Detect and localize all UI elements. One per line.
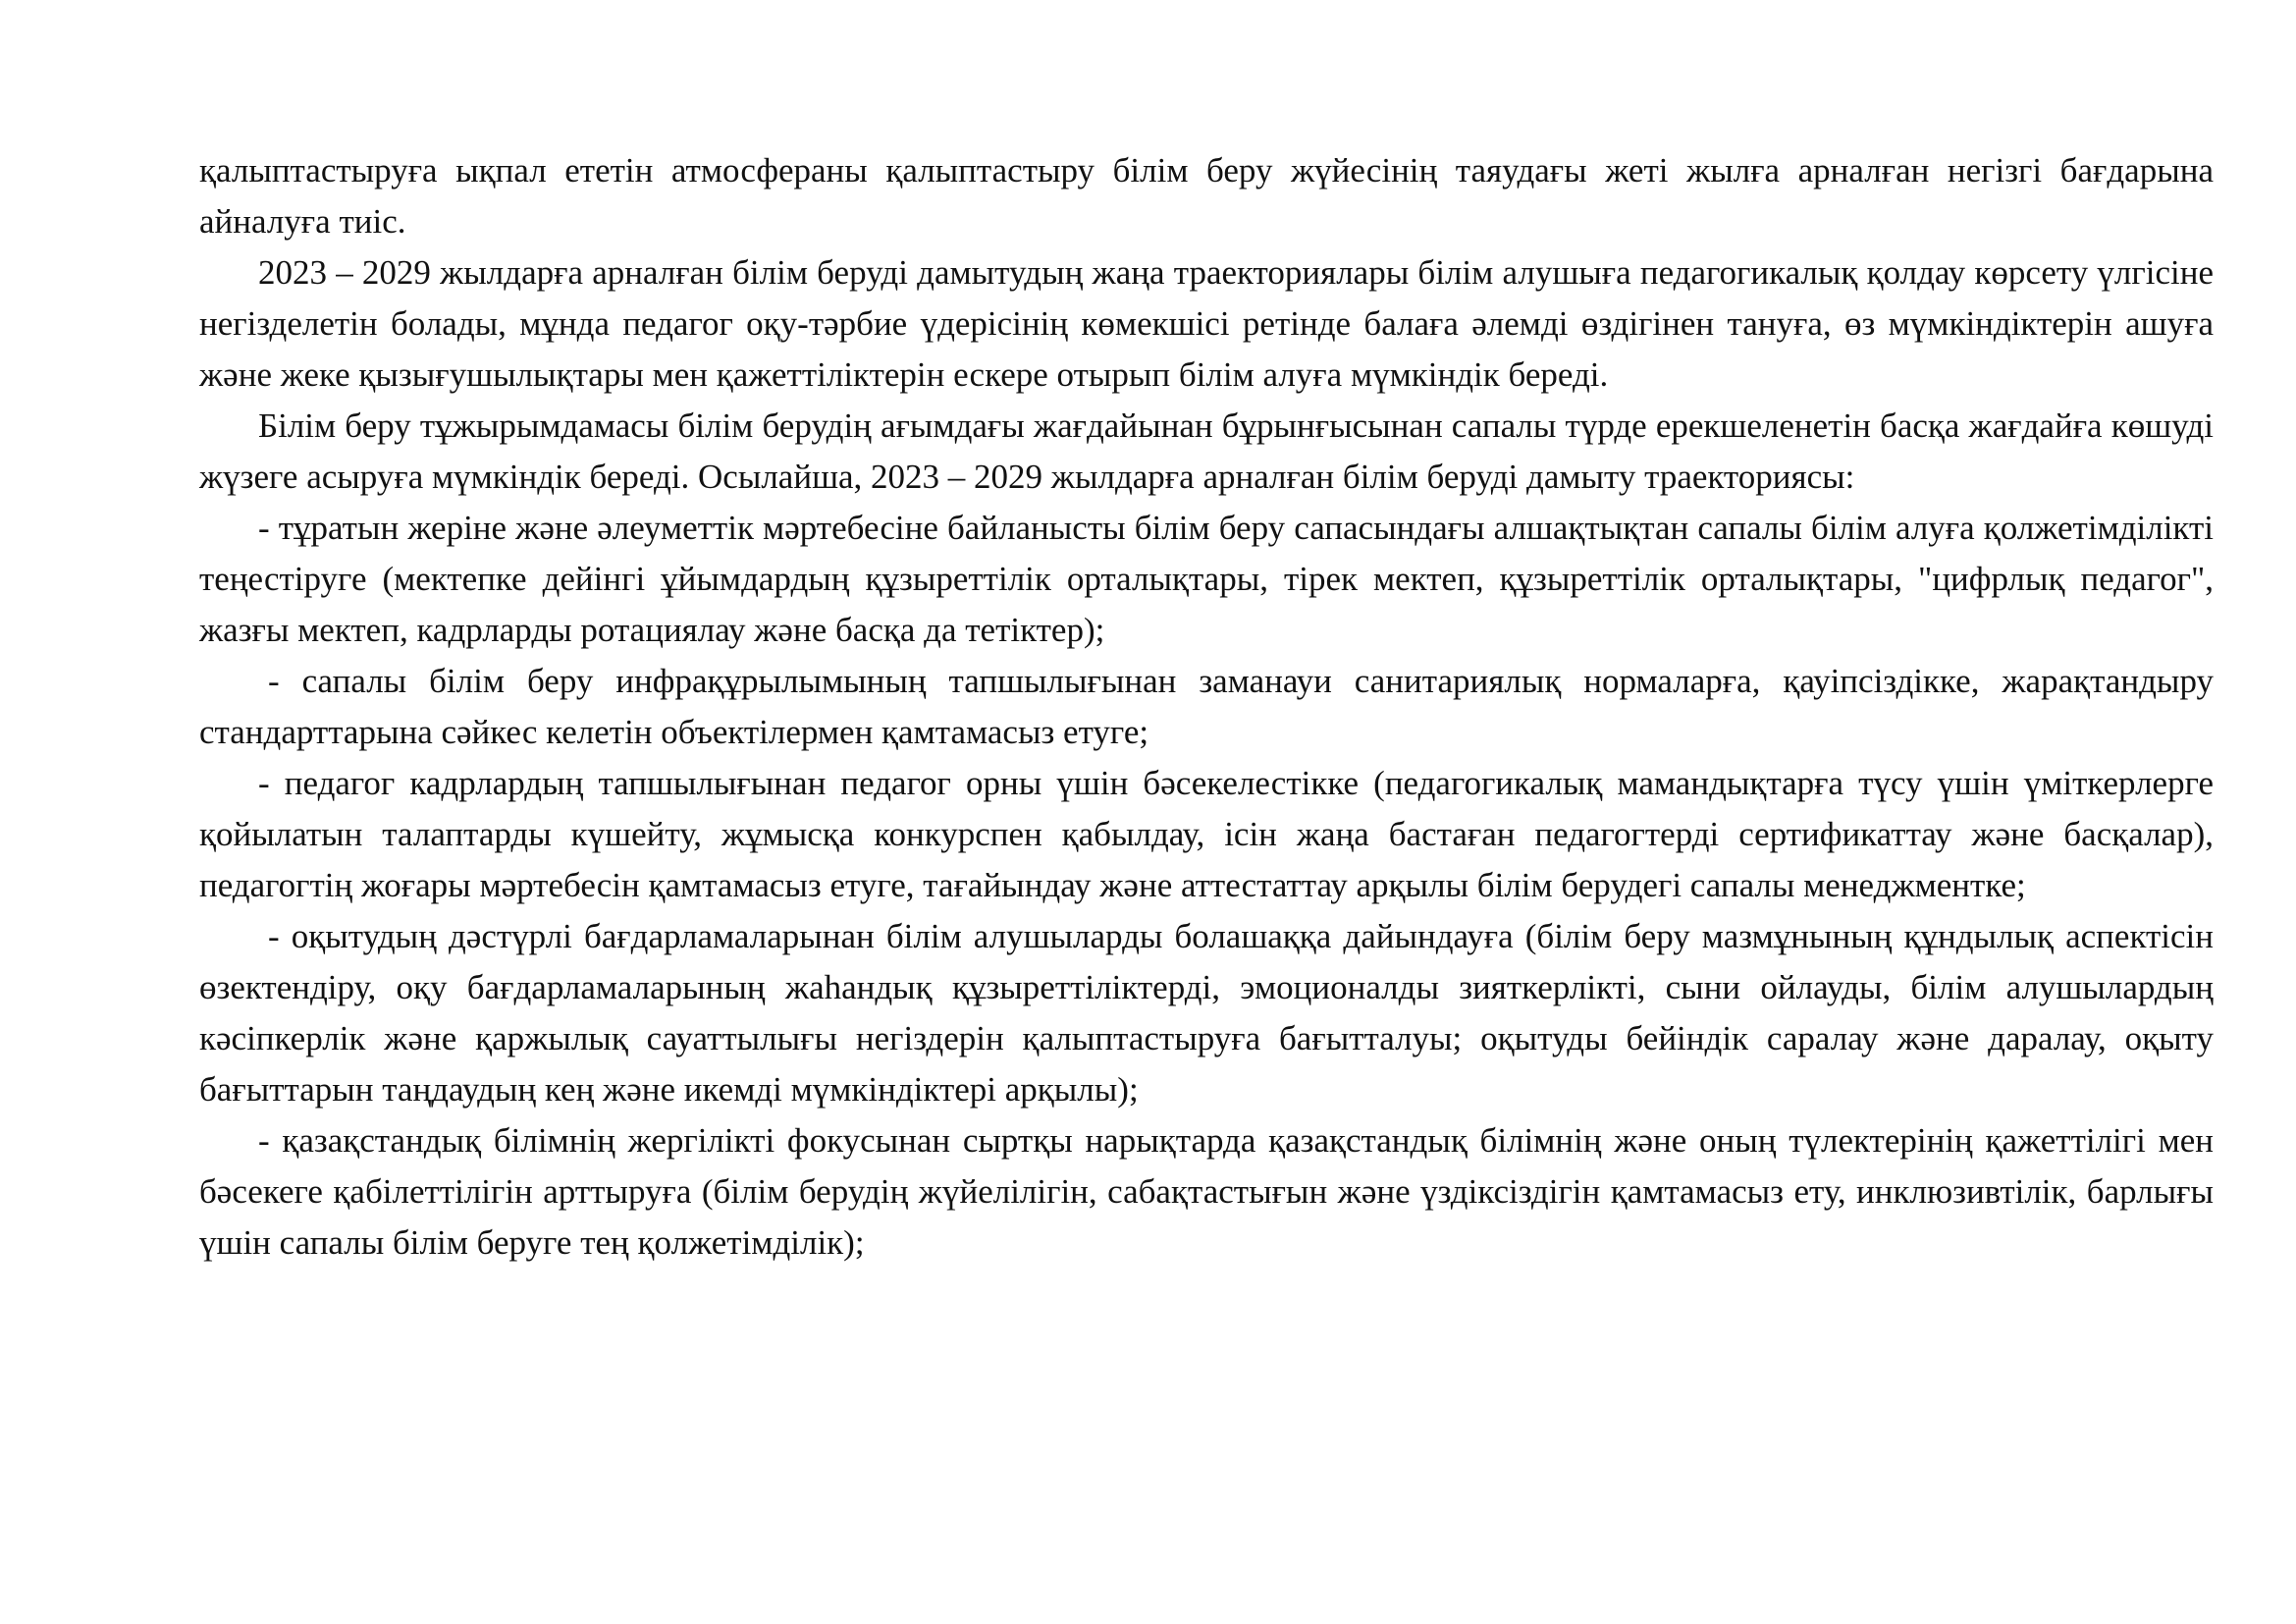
paragraph-continuation: қалыптастыруға ықпал ететін атмосфераны қалыптастыру білім беру жүйесінің таяудағы жеті жылға арналған негізгі бағдарына айналуға тиіс. bbox=[199, 151, 2214, 241]
paragraph-trajectories: 2023 – 2029 жылдарға арналған білім беруді дамытудың жаңа траекториялары білім алушыға педагогикалық қолдау көрсету үлгісіне негізделетін болады, мұнда педагог оқу-тәрбие үдерісінің көмекшісі ретінде балаға әлемді өздігінен тануға, өз мүмкіндіктерін ашуға және жеке қызығушылықтары мен қажеттіліктерін ескере отырып білім алуға мүмкіндік береді. bbox=[199, 253, 2214, 394]
list-item-infrastructure: - сапалы білім беру инфрақұрылымының тапшылығынан заманауи санитариялық нормаларға, қауіпсіздікке, жарақтандыру стандарттарына сәйкес келетін объектілермен қамтамасыз етуге; bbox=[199, 662, 2214, 751]
list-item-competitiveness: - қазақстандық білімнің жергілікті фокусынан сыртқы нарықтарда қазақстандық білімнің және оның түлектерінің қажеттілігі мен бәсекеге қабілеттілігін арттыруға (білім берудің жүйелілігін, сабақтастығын және үздіксіздігін қамтамасыз ету, инклюзивтілік, барлығы үшін сапалы білім беруге тең қолжетімділік); bbox=[199, 1121, 2214, 1262]
document-body bbox=[199, 145, 2214, 1269]
list-item-teachers: - педагог кадрлардың тапшылығынан педагог орны үшін бәсекелестікке (педагогикалық мамандықтарға түсу үшін үміткерлерге қойылатын талаптарды күшейту, жұмысқа конкурспен қабылдау, ісін жаңа бастаған педагогтерді сертификаттау және басқалар), педагогтің жоғары мәртебесін қамтамасыз етуге, тағайындау және аттестаттау арқылы білім берудегі сапалы менеджментке; bbox=[199, 764, 2214, 904]
list-item-accessibility: - тұратын жеріне және әлеуметтік мәртебесіне байланысты білім беру сапасындағы алшақтықтан сапалы білім алуға қолжетімділікті теңестіруге (мектепке дейінгі ұйымдардың құзыреттілік орталықтары, тірек мектеп, құзыреттілік орталықтары, "цифрлық педагог", жазғы мектеп, кадрларды ротациялау және басқа да тетіктер); bbox=[199, 509, 2214, 649]
list-item-programs: - оқытудың дәстүрлі бағдарламаларынан білім алушыларды болашаққа дайындауға (білім беру мазмұнының құндылық аспектісін өзектендіру, оқу бағдарламаларының жаһандық құзыреттіліктерді, эмоционалды зияткерлікті, сыни ойлауды, білім алушылардың кәсіпкерлік және қаржылық сауаттылығы негіздерін қалыптастыруға бағытталуы; оқытуды бейіндік саралау және даралау, оқыту бағыттарын таңдаудың кең және икемді мүмкіндіктері арқылы); bbox=[199, 917, 2214, 1109]
paragraph-concept: Білім беру тұжырымдамасы білім берудің ағымдағы жағдайынан бұрынғысынан сапалы түрде ерекшеленетін басқа жағдайға көшуді жүзеге асыруға мүмкіндік береді. Осылайша, 2023 – 2029 жылдарға арналған білім беруді дамыту траекториясы: bbox=[199, 406, 2214, 496]
